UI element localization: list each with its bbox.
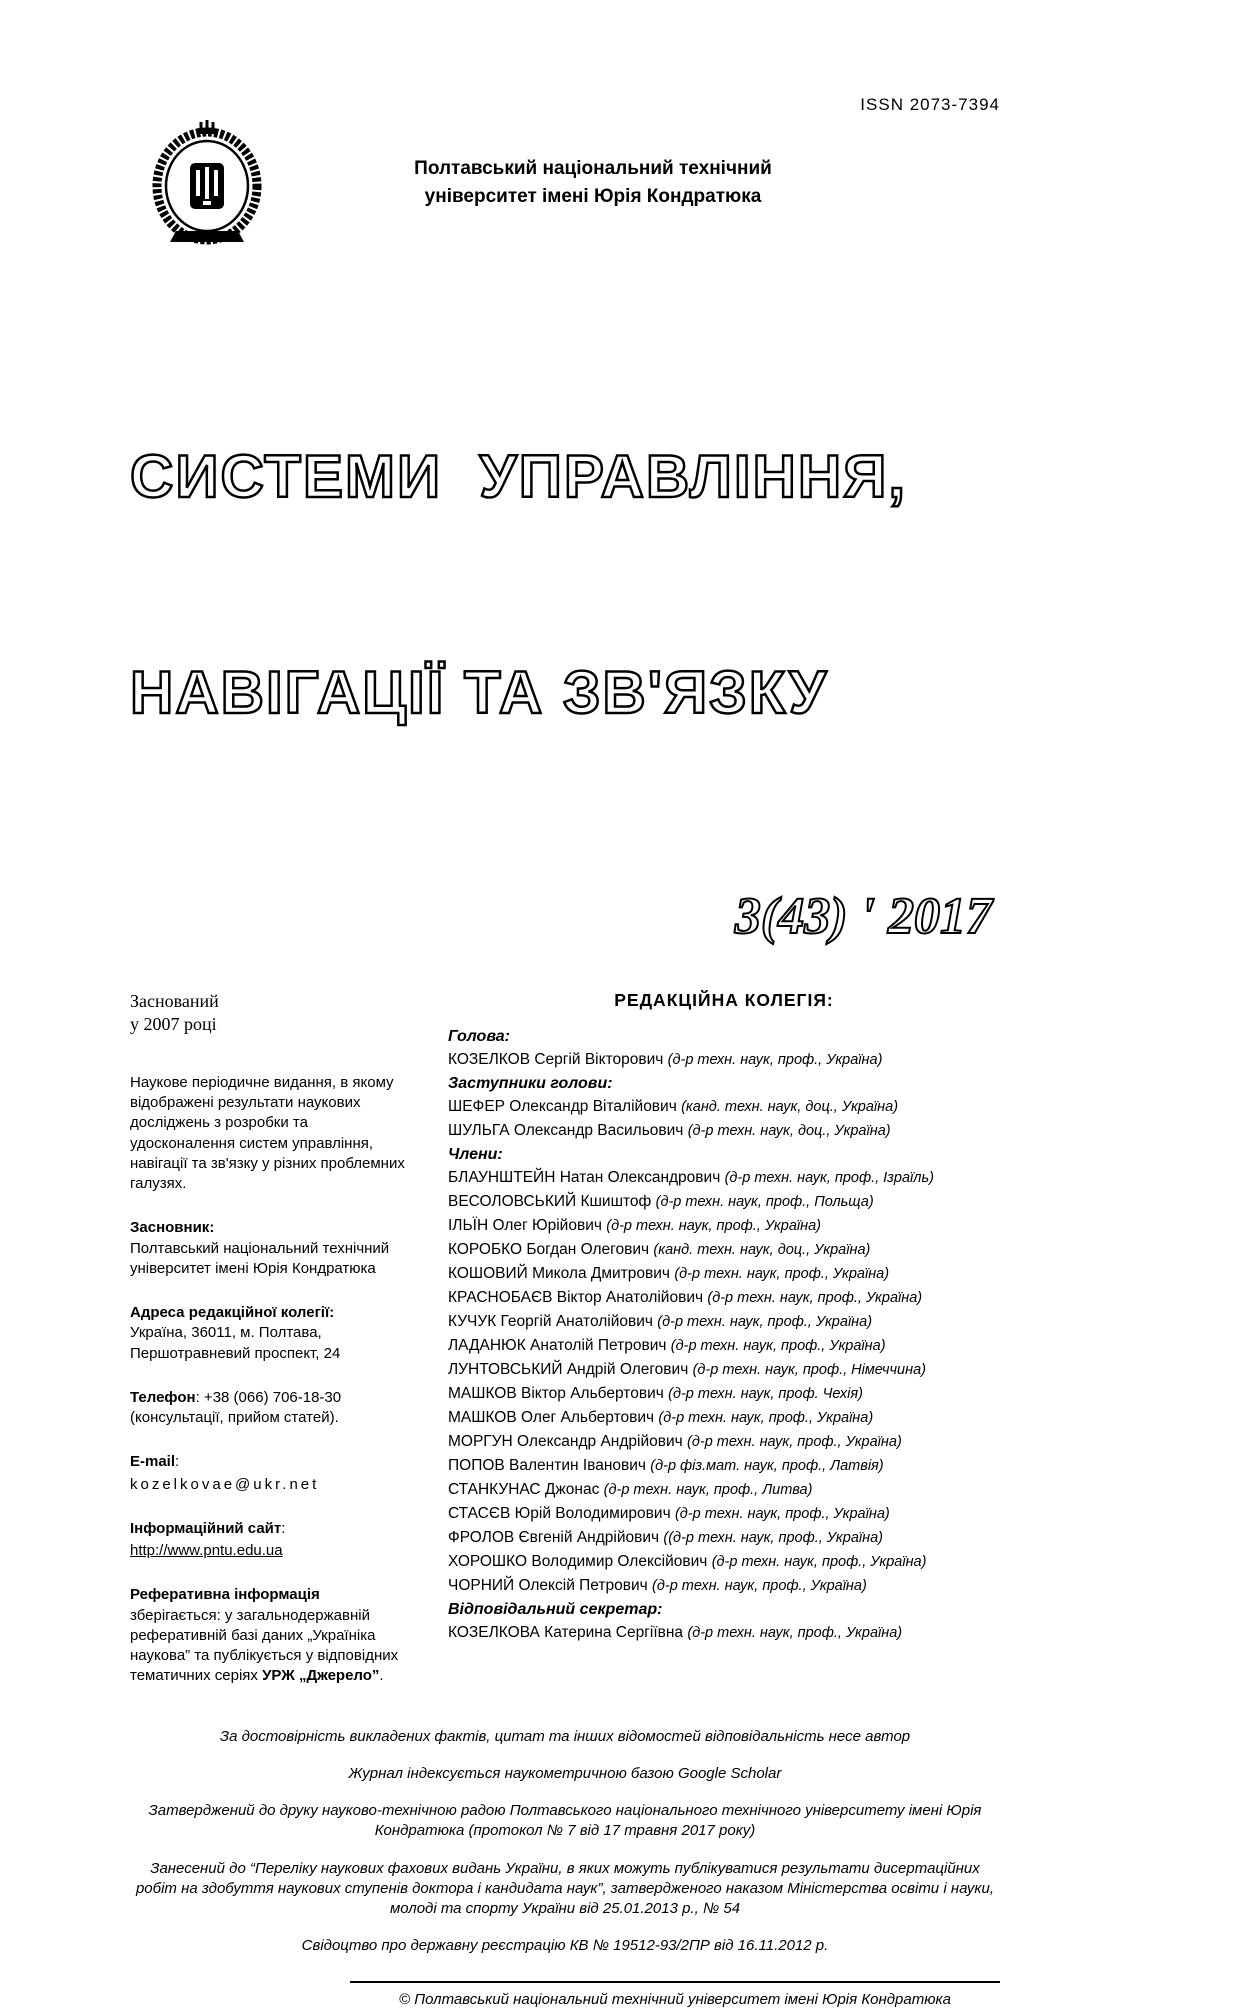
website-block: Інформаційний сайт: http://www.pntu.edu.ua <box>130 1519 408 1562</box>
address-line2: Першотравневий проспект, 24 <box>130 1344 341 1362</box>
board-member <box>448 1574 1000 1598</box>
journal-title-line1: СИСТЕМИ УПРАВЛІННЯ, <box>130 443 907 510</box>
founder-label: Засновник: <box>130 1219 215 1237</box>
board-member <box>448 1454 1000 1478</box>
phone-label: Телефон <box>130 1388 196 1406</box>
abstract-text: зберігається: у загальнодержавній реферативній базі даних „Україніка наукова” та публікується у відповідних тематичних серіях <box>130 1606 399 1685</box>
member-name: ШЕФЕР Олександр Віталійович <box>448 1098 677 1115</box>
member-name: ЛАДАНЮК Анатолій Петрович <box>448 1337 667 1354</box>
board-member <box>448 1478 1000 1502</box>
member-name: СТАСЄВ Юрій Володимирович <box>448 1505 671 1522</box>
board-section-deputies <box>448 1072 1000 1143</box>
footer-note: Затверджений до друку науково-технічною радою Полтавського національного технічного університету імені Юрія Кондратюка (протокол № 7 від 17 травня 2017 року) <box>148 1802 982 1840</box>
board-member <box>448 1286 1000 1310</box>
section-label-chair: Голова: <box>448 1028 510 1045</box>
board-member <box>448 1334 1000 1358</box>
board-member <box>448 1095 1000 1119</box>
university-name <box>266 155 1000 212</box>
member-name: ХОРОШКО Володимир Олексійович <box>448 1553 708 1570</box>
phone-block <box>130 1388 408 1429</box>
issue-number: 3(43) ' 2017 <box>734 888 992 945</box>
founder-text: Полтавський національний технічний університет імені Юрія Кондратюка <box>130 1239 390 1277</box>
member-name: КОЗЕЛКОВА Катерина Сергіївна <box>448 1624 684 1641</box>
member-name: МАШКОВ Віктор Альбертович <box>448 1385 664 1402</box>
member-detail: (д-р техн. наук, проф., Ізраїль) <box>724 1170 934 1186</box>
board-member <box>448 1382 1000 1406</box>
member-name: ПОПОВ Валентин Іванович <box>448 1457 646 1474</box>
member-detail: (канд. техн. наук, доц., Україна) <box>681 1099 899 1115</box>
member-detail: (д-р техн. наук, проф., Німеччина) <box>692 1362 926 1378</box>
member-detail: (д-р техн. наук, проф., Україна) <box>687 1434 902 1450</box>
board-member <box>448 1502 1000 1526</box>
board-member <box>448 1406 1000 1430</box>
member-name: ВЕСОЛОВСЬКИЙ Кшиштоф <box>448 1193 652 1210</box>
footer-note: Занесений до “Переліку наукових фахових видань України, в яких можуть публікуватися результати дисертаційних робіт на здобуття наукових ступенів доктора і кандидата наук”, затвердженого наказом Міністерства освіти і науки, молоді та спорту України від 25.01.2013 р., № 54 <box>135 1859 995 1918</box>
journal-title-line2: НАВІГАЦІЇ ТА ЗВ'ЯЗКУ <box>130 659 829 726</box>
section-label-members: Члени: <box>448 1146 503 1163</box>
member-name: БЛАУНШТЕЙН Натан Олександрович <box>448 1169 721 1186</box>
member-list-deputies <box>448 1095 1000 1143</box>
member-name: ІЛЬЇН Олег Юрійович <box>448 1217 602 1234</box>
board-member <box>448 1262 1000 1286</box>
member-detail: (д-р техн. наук, проф., Україна) <box>606 1218 822 1234</box>
footer-note: За достовірність викладених фактів, цитат та інших відомостей відповідальність несе автор <box>219 1727 911 1745</box>
member-detail: (д-р фіз.мат. наук, проф., Латвія) <box>650 1458 884 1474</box>
member-detail: (д-р техн. наук, проф., Польща) <box>655 1194 874 1210</box>
footer-notes <box>130 1727 1000 2008</box>
abstract-info-block: Реферативна інформація зберігається: у загальнодержавній реферативній базі даних „Україніка наукова” та публікується у відповідних тематичних серіях УРЖ „Джерело”. <box>130 1586 399 1685</box>
issn-number: ISSN 2073-7394 <box>860 95 1000 114</box>
member-name: КОШОВИЙ Микола Дмитрович <box>448 1265 670 1282</box>
website-link[interactable]: http://www.pntu.edu.ua <box>130 1542 283 1560</box>
member-detail: (д-р техн. наук, доц., Україна) <box>687 1123 891 1139</box>
university-emblem-logo <box>148 119 266 247</box>
board-member <box>448 1430 1000 1454</box>
footer-note: Журнал індексується наукометричною базою Google Scholar <box>348 1764 782 1782</box>
footer-note: Свідоцтво про державну реєстрацію КВ № 19512-93/2ПР від 16.11.2012 р. <box>301 1937 829 1955</box>
board-title: РЕДАКЦІЙНА КОЛЕГІЯ: <box>614 990 834 1010</box>
member-list-chair <box>448 1048 1000 1072</box>
board-section-chair <box>448 1025 1000 1072</box>
university-name-line2: університет імені Юрія Кондратюка <box>424 186 762 207</box>
member-detail: (д-р техн. наук, проф., Україна) <box>707 1290 923 1306</box>
abstract-label: Реферативна інформація <box>130 1586 320 1604</box>
journal-info-column <box>130 990 408 1687</box>
editorial-board-column <box>408 990 1000 1687</box>
main-columns <box>130 990 1000 1687</box>
board-member <box>448 1214 1000 1238</box>
footer-paragraph-list <box>130 1727 1000 1957</box>
email-address: kozelkovae@ukr.net <box>130 1475 320 1493</box>
section-label-deputies: Заступники голови: <box>448 1075 613 1092</box>
website-label: Інформаційний сайт <box>130 1519 282 1537</box>
member-name: КРАСНОБАЄВ Віктор Анатолійович <box>448 1289 704 1306</box>
member-detail: (д-р техн. наук, проф., Литва) <box>603 1482 813 1498</box>
board-member <box>448 1358 1000 1382</box>
member-detail: (д-р техн. наук, проф., Україна) <box>674 1506 890 1522</box>
board-member <box>448 1119 1000 1143</box>
member-name: МАШКОВ Олег Альбертович <box>448 1409 655 1426</box>
board-member <box>448 1310 1000 1334</box>
founder-block <box>130 1218 408 1279</box>
member-name: ЛУНТОВСЬКИЙ Андрій Олегович <box>448 1361 689 1378</box>
phone-note: (консультації, прийом статей). <box>130 1409 339 1427</box>
member-detail: (д-р техн. наук, проф., Україна) <box>652 1578 867 1594</box>
board-member <box>448 1526 1000 1550</box>
member-detail: (д-р техн. наук, проф., Україна) <box>667 1052 883 1068</box>
member-name: СТАНКУНАС Джонас <box>448 1481 600 1498</box>
email-label: E-mail <box>130 1453 176 1471</box>
member-name: КОЗЕЛКОВ Сергій Вікторович <box>448 1051 664 1068</box>
board-member <box>448 1621 1000 1645</box>
member-name: ШУЛЬГА Олександр Васильович <box>448 1122 684 1139</box>
member-list-secretary <box>448 1621 1000 1645</box>
email-block: E-mail: kozelkovae@ukr.net <box>130 1452 408 1495</box>
emblem-icon <box>148 119 266 247</box>
board-member <box>448 1238 1000 1262</box>
address-label: Адреса редакційної колегії: <box>130 1304 335 1322</box>
member-detail: (д-р техн. наук, проф., Україна) <box>711 1554 927 1570</box>
member-name: ФРОЛОВ Євгеній Андрійович <box>448 1529 660 1546</box>
section-label-secretary: Відповідальний секретар: <box>448 1601 663 1618</box>
member-detail: ((д-р техн. наук, проф., Україна) <box>663 1530 883 1546</box>
journal-title <box>130 297 1000 873</box>
member-detail: (д-р техн. наук, проф., Україна) <box>687 1625 903 1641</box>
member-name: ЧОРНИЙ Олексій Петрович <box>448 1577 648 1594</box>
member-list-members <box>448 1166 1000 1598</box>
address-block <box>130 1303 408 1364</box>
member-detail: (д-р техн. наук, проф. Чехія) <box>668 1386 863 1402</box>
board-member <box>448 1550 1000 1574</box>
member-detail: (д-р техн. наук, проф., Україна) <box>674 1266 890 1282</box>
header <box>130 119 1000 247</box>
copyright-line: © Полтавський національний технічний університет імені Юрія Кондратюка <box>350 1981 1000 2008</box>
member-name: КОРОБКО Богдан Олегович <box>448 1241 650 1258</box>
journal-description: Наукове періодичне видання, в якому відображені результати наукових досліджень з розробки та удосконалення систем управління, навігації та зв'язку у різних проблемних галузях. <box>130 1073 405 1193</box>
member-detail: (д-р техн. наук, проф., Україна) <box>657 1314 873 1330</box>
member-detail: (д-р техн. наук, проф., Україна) <box>658 1410 874 1426</box>
member-detail: (канд. техн. наук, доц., Україна) <box>653 1242 871 1258</box>
board-member <box>448 1190 1000 1214</box>
abstract-journal-name: УРЖ „Джерело” <box>262 1667 380 1685</box>
address-line1: Україна, 36011, м. Полтава, <box>130 1324 322 1342</box>
founded-note: Заснований у 2007 році <box>130 991 219 1035</box>
member-name: МОРГУН Олександр Андрійович <box>448 1433 683 1450</box>
board-member <box>448 1048 1000 1072</box>
member-name: КУЧУК Георгій Анатолійович <box>448 1313 653 1330</box>
board-section-members <box>448 1143 1000 1598</box>
board-member <box>448 1166 1000 1190</box>
university-name-line1: Полтавський національний технічний <box>414 157 772 179</box>
board-section-secretary <box>448 1598 1000 1645</box>
phone-value: : +38 (066) 706-18-30 <box>195 1388 342 1406</box>
member-detail: (д-р техн. наук, проф., Україна) <box>670 1338 886 1354</box>
